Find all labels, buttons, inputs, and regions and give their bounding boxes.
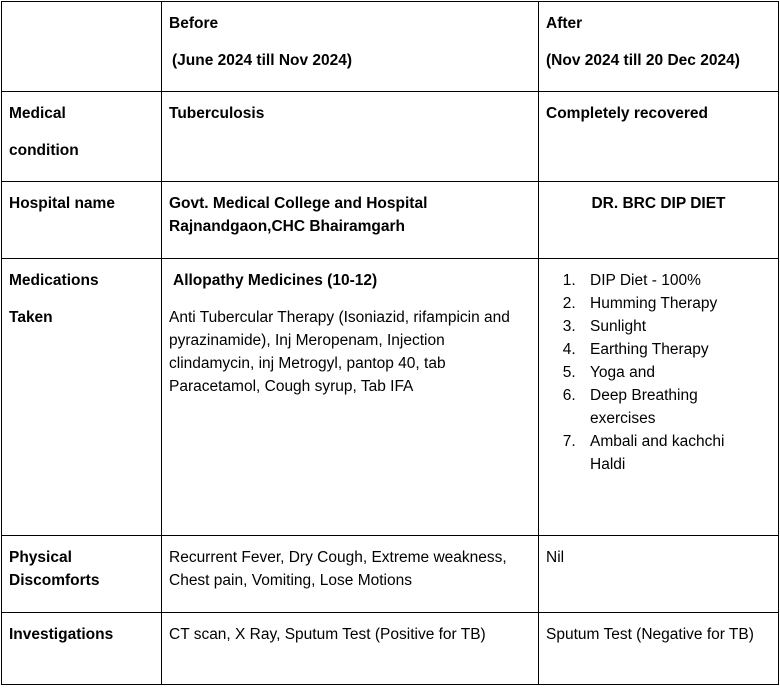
discomforts-after-cell [539, 536, 779, 613]
medical-condition-label-cell [2, 92, 162, 182]
hospital-after: DR. BRC DIP DIET [591, 195, 726, 212]
medication-item: 1. DIP Diet - 100% [580, 269, 771, 292]
medications-before-line: pyrazinamide), Inj Meropenam, Injection [169, 332, 445, 349]
medication-item: 7. Ambali and kachchi Haldi [580, 430, 730, 476]
investigations-label-cell [2, 613, 162, 685]
discomforts-label-line2: Discomforts [9, 572, 100, 589]
medications-label-line2: Taken [9, 309, 53, 326]
header-row [2, 2, 779, 92]
hospital-before-cell [162, 182, 539, 259]
discomforts-label-line1: Physical [9, 549, 72, 566]
medication-item: 2. Humming Therapy [580, 292, 771, 315]
comparison-table [1, 1, 779, 685]
medical-condition-before-cell [162, 92, 539, 182]
hospital-after-cell [539, 182, 779, 259]
investigations-after: Sputum Test (Negative for TB) [546, 626, 754, 643]
discomforts-label-cell [2, 536, 162, 613]
hospital-row [2, 182, 779, 259]
medical-condition-label-line2: condition [9, 142, 79, 159]
medical-condition-row [2, 92, 779, 182]
after-title: After [546, 15, 583, 32]
hospital-label-cell [2, 182, 162, 259]
discomforts-after: Nil [546, 549, 565, 566]
hospital-before-line2: Rajnandgaon,CHC Bhairamgarh [169, 218, 405, 235]
header-after-cell [539, 2, 779, 92]
medical-condition-after-cell [539, 92, 779, 182]
medications-before-heading: Allopathy Medicines (10-12) [173, 272, 378, 289]
investigations-before-cell [162, 613, 539, 685]
discomforts-row [2, 536, 779, 613]
discomforts-before-line1: Recurrent Fever, Dry Cough, Extreme weakness, [169, 549, 507, 566]
medications-after-cell [539, 259, 779, 536]
medication-item: 5. Yoga and [580, 361, 771, 384]
investigations-before: CT scan, X Ray, Sputum Test (Positive for TB) [169, 626, 486, 643]
before-title: Before [169, 15, 219, 32]
investigations-after-cell [539, 613, 779, 685]
medications-before-cell [162, 259, 539, 536]
medications-before-line: Paracetamol, Cough syrup, Tab IFA [169, 378, 414, 395]
hospital-label: Hospital name [9, 195, 115, 212]
header-empty-cell [2, 2, 162, 92]
medications-before-line: clindamycin, inj Metrogyl, pantop 40, tab [169, 355, 446, 372]
investigations-row [2, 613, 779, 685]
medication-item: 3. Sunlight [580, 315, 771, 338]
discomforts-before-line2: Chest pain, Vomiting, Lose Motions [169, 572, 412, 589]
medication-item: 6. Deep Breathing exercises [580, 384, 730, 430]
discomforts-before-cell [162, 536, 539, 613]
medications-row [2, 259, 779, 536]
medications-after-list [546, 269, 771, 476]
investigations-label: Investigations [9, 626, 114, 643]
header-before-cell [162, 2, 539, 92]
before-range: (June 2024 till Nov 2024) [172, 52, 353, 69]
medications-before-line: Anti Tubercular Therapy (Isoniazid, rifampicin and [169, 309, 510, 326]
medical-condition-after: Completely recovered [546, 105, 708, 122]
medical-condition-label-line1: Medical [9, 105, 66, 122]
medications-label-cell [2, 259, 162, 536]
medication-item: 4. Earthing Therapy [580, 338, 771, 361]
medications-label-line1: Medications [9, 272, 99, 289]
hospital-before-line1: Govt. Medical College and Hospital [169, 195, 428, 212]
medical-condition-before: Tuberculosis [169, 105, 265, 122]
after-range: (Nov 2024 till 20 Dec 2024) [546, 52, 740, 69]
